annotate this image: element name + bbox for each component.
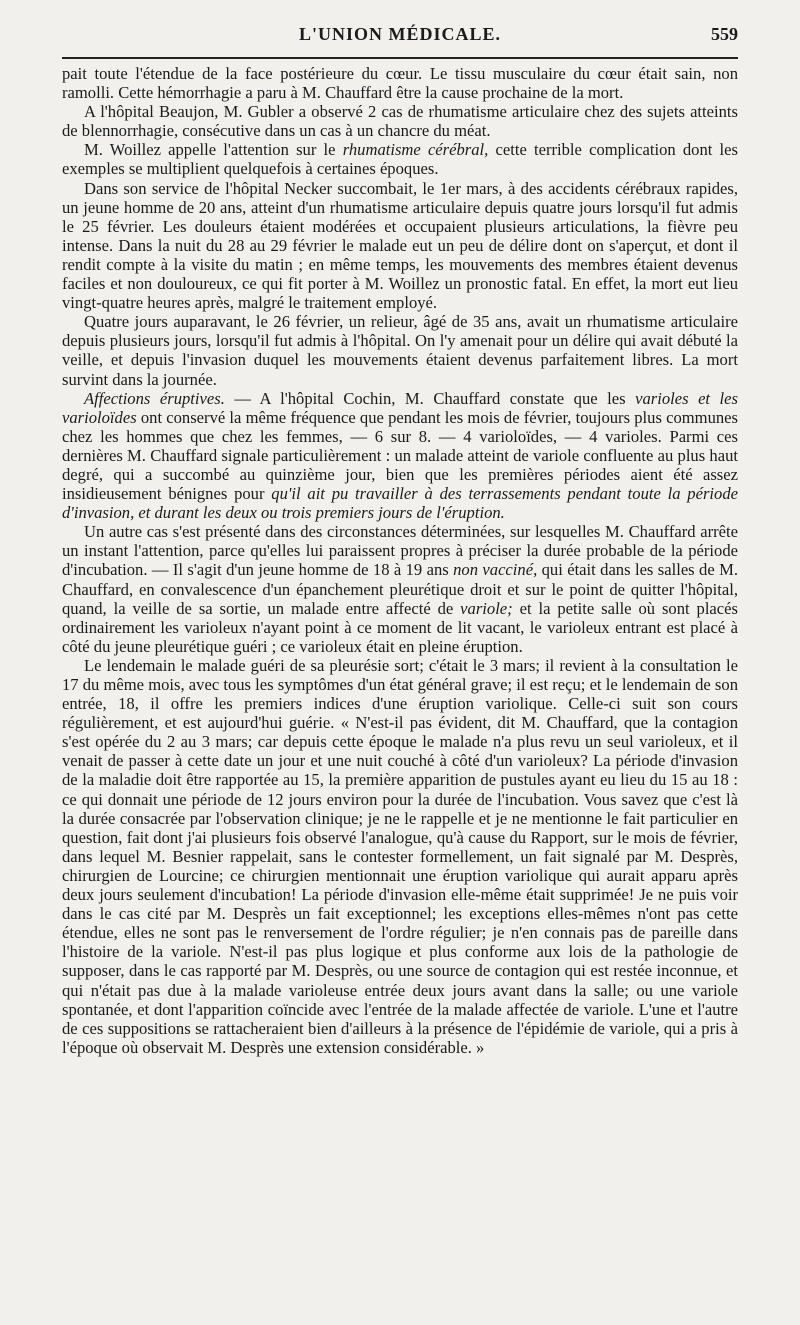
text-run: Dans son service de l'hôpital Necker succombait, le 1er mars, à des accidents cérébraux rapides, un jeune homme de 20 ans, atteint d'un rhumatisme articulaire depuis quatre jours lorsqu'il fut admis le 25 février. Les douleurs étaient modérées et occupaient plusieurs articulations, la fièvre peu intense. Dans la nuit du 28 au 29 février le malade eut un peu de délire dont on s'aperçut, et dont il rendit compte à la visite du matin ; en même temps, les mouvements des membres étaient devenus faciles et non douloureux, ce qui fit porter à M. Woillez un pronostic fatal. En effet, la mort eut lieu vingt-quatre heures après, malgré le traitement employé. (62, 178, 738, 313)
header-rule (62, 57, 738, 59)
body-text (62, 64, 738, 1057)
italic-text: non vacciné, (453, 560, 538, 580)
italic-text: rhumatisme cérébral, (342, 140, 489, 160)
text-run: pait toute l'étendue de la face postérieure du cœur. Le tissu musculaire du cœur était sain, non ramolli. Cette hémorrhagie a paru à M. Chauffard être la cause prochaine de la mort. (62, 64, 738, 103)
page-number: 559 (711, 24, 738, 44)
text-run: A l'hôpital Beaujon, M. Gubler a observé 2 cas de rhumatisme articulaire chez des sujets atteints de blennorrhagie, consécutive dans un cas à un chancre du méat. (62, 102, 738, 141)
paragraph (62, 102, 738, 140)
text-run: — A l'hôpital Cochin, M. Chauffard constate que les (224, 388, 636, 408)
paragraph (62, 140, 738, 178)
page-header (62, 22, 738, 52)
running-title: L'UNION MÉDICALE. (298, 24, 502, 44)
paragraph (62, 656, 738, 1057)
text-run: qui était dans les salles de M. Chauffard, en convalescence d'un épanchement pleurétique droit et sur le point de quitter l'hôpital, quand, la veille de sa sortie, un malade entre affecté de (62, 560, 738, 618)
text-run: ont conservé la même fréquence que pendant les mois de février, toujours plus communes chez les hommes que chez les femmes, — 6 sur 8. — 4 varioloïdes, — 4 varioles. Parmi ces dernières M. Chauffard signale particulièrement : un malade atteint de variole confluente au plus haut degré, qui a succombé au quinzième jour, bien que les premières périodes aient été assez insidieusement bénignes pour (62, 407, 738, 504)
italic-text: varioles et les varioloïdes (62, 388, 738, 427)
text-run: cette terrible complication dont les exemples se multiplient quelquefois à certaines époques. (62, 140, 738, 179)
paragraph (62, 522, 738, 656)
italic-text: Affections éruptives. (84, 388, 225, 408)
paragraph (62, 179, 738, 313)
italic-text: qu'il ait pu travailler à des terrassements pendant toute la période d'invasion, et durant les deux ou trois premiers jours de l'éruption. (62, 484, 738, 523)
text-run: Un autre cas s'est présenté dans des circonstances déterminées, sur lesquelles M. Chauffard arrête un instant l'attention, parce qu'elles lui paraissent propres à préciser la durée probable de la période d'incubation. — Il s'agit d'un jeune homme de 18 à 19 ans (62, 522, 738, 580)
paragraph (62, 389, 738, 523)
paragraph (62, 64, 738, 102)
text-run: et la petite salle où sont placés ordinairement les varioleux n'ayant point à ce moment de lit vacant, le varioleux entrant est placé à côté du jeune pleurétique guéri ; ce varioleux était en pleine éruption. (62, 598, 738, 656)
paragraph (62, 312, 738, 388)
text-run: Quatre jours auparavant, le 26 février, un relieur, âgé de 35 ans, avait un rhumatisme articulaire depuis plusieurs jours, lorsqu'il fut admis à l'hôpital. On l'y amenait pour un délire qui avait débuté la veille, et depuis l'invasion duquel les mouvements étaient devenus parfaitement libres. La mort survint dans la journée. (62, 312, 738, 389)
text-run: M. Woillez appelle l'attention sur le (84, 140, 343, 160)
text-run: Le lendemain le malade guéri de sa pleurésie sort; c'était le 3 mars; il revient à la consultation le 17 du même mois, avec tous les symptômes d'un état général grave; il est reçu; et le lendemain de son entrée, 18, il offre les premiers indices d'une éruption variolique. Celle-ci suit son cours régulièrement, et est aujourd'hui guérie. « N'est-il pas évident, dit M. Chauffard, que la contagion s'est opérée du 2 au 3 mars; car depuis cette époque le malade n'a plus revu un seul varioleux, et il venait de passer à cette date un jour et une nuit couché à côté d'un varioleux? La période d'invasion de la maladie doit être rapportée au 15, la première apparition de pustules ayant eu lieu du 15 au 18 : ce qui donnait une période de 12 jours environ pour la durée de l'incubation. Vous savez que c'est là la durée consacrée par l'observation clinique; je ne le rappelle et je ne mentionne le fait particulier en question, fait dont j'ai plusieurs fois observé l'analogue, qu'à cause du Rapport, sur le mois de février, dans lequel M. Besnier rappelait, sans le contester formellement, un fait signalé par M. Desprès, chirurgien de Lourcine; ce chirurgien mentionnait une éruption variolique qui aurait apparu après deux jours seulement d'incubation! La période d'invasion elle-même était supprimée! Je ne puis voir dans le cas cité par M. Desprès un fait exceptionnel; les exceptions elles-mêmes n'ont pas cette étendue, elles ne sont pas le renversement de l'ordre régulier; je n'en connais pas de pareille dans l'histoire de la variole. N'est-il pas plus logique et plus conforme aux lois de la pathologie de supposer, dans le cas rapporté par M. Desprès, ou une source de contagion qui est restée inconnue, et qui n'était pas due à la malade varioleuse entrée deux jours avant dans la salle; ou une variole spontanée, et dont l'apparition coïncide avec l'entrée de la malade affectée de variole. L'une et l'autre de ces suppositions se rattacheraient bien d'ailleurs à la présence de l'épidémie de variole, qui a pris à l'époque où observait M. Desprès une extension considérable. » (62, 655, 738, 1057)
italic-text: variole; (460, 598, 513, 618)
